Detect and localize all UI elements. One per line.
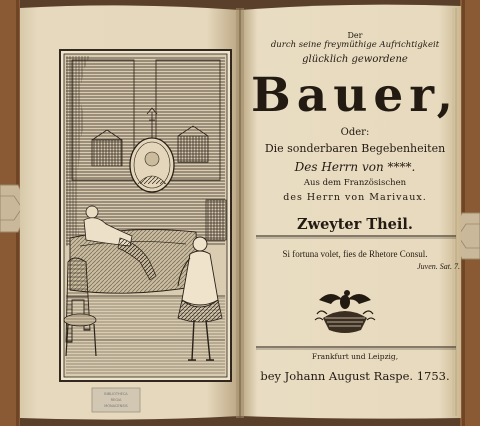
- title-line-aus: Aus dem Französischen: [303, 178, 407, 188]
- title-line-durch: durch seine freymüthige Aufrichtigkeit: [270, 40, 440, 50]
- author-line: des Herrn von Marivaux.: [283, 192, 427, 203]
- stamp-line-3: MONACENSIS: [104, 404, 128, 408]
- book-main-title: Bauer,: [251, 68, 459, 123]
- imprint-publisher: bey Johann August Raspe. 1753.: [260, 369, 450, 383]
- motto-source: Juven. Sat. 7.: [417, 262, 460, 271]
- title-line-sonderbaren: Die sonderbaren Begebenheiten: [264, 142, 446, 155]
- imprint-place: Frankfurt und Leipzig,: [311, 352, 399, 361]
- title-line-oder: Oder:: [340, 127, 370, 138]
- stamp-line-2: REGIA: [110, 398, 122, 402]
- title-line-des-herrn: Des Herrn von ****.: [294, 160, 416, 174]
- stamp-line-1: BIBLIOTHECA: [104, 392, 128, 396]
- title-line-gluecklich: glücklich gewordene: [302, 54, 408, 65]
- volume-line: Zweyter Theil.: [297, 216, 413, 233]
- motto-quote: Si fortuna volet, fies de Rhetore Consul.: [282, 249, 428, 259]
- title-line-der: Der: [347, 31, 363, 40]
- frontispiece-engraving: [60, 50, 231, 381]
